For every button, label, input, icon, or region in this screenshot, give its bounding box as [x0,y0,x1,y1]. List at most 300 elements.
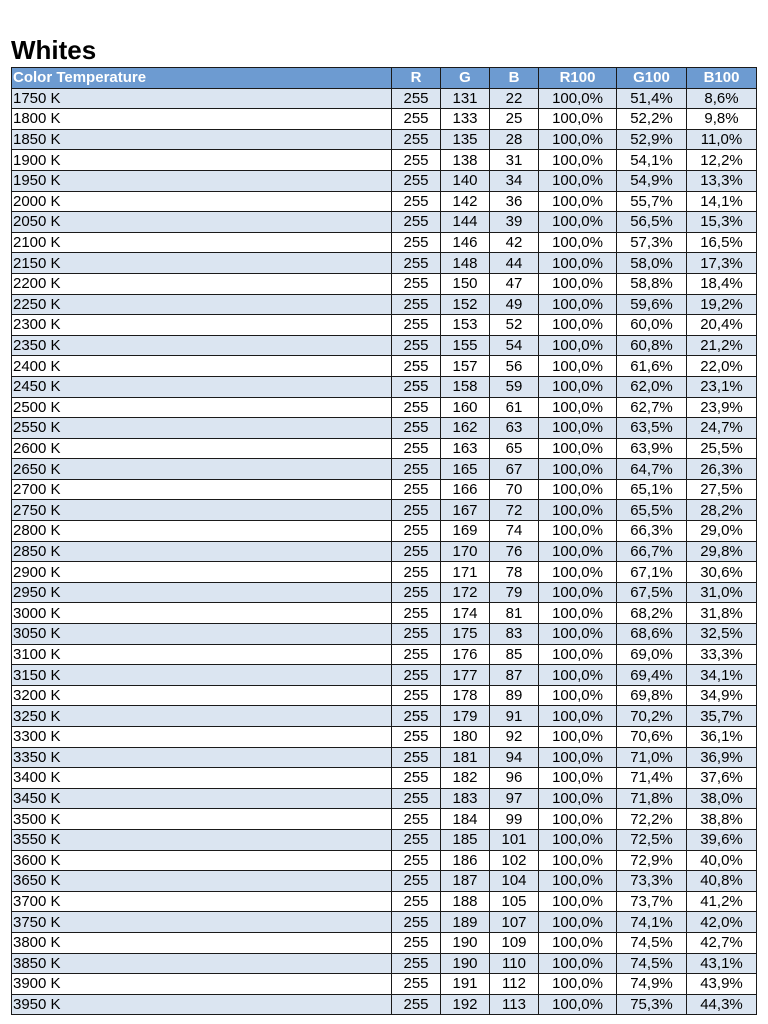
cell-r: 255 [392,232,441,253]
cell-b100: 27,5% [687,479,757,500]
table-row [12,376,757,397]
cell-r: 255 [392,891,441,912]
cell-color-temperature: 2350 K [12,335,392,356]
cell-color-temperature: 1850 K [12,129,392,150]
table-row [12,727,757,748]
cell-r: 255 [392,191,441,212]
cell-g100: 67,1% [617,562,687,583]
cell-r: 255 [392,850,441,871]
cell-r: 255 [392,335,441,356]
cell-color-temperature: 2750 K [12,500,392,521]
table-row [12,170,757,191]
table-row [12,315,757,336]
cell-r: 255 [392,706,441,727]
cell-color-temperature: 2650 K [12,459,392,480]
cell-color-temperature: 2050 K [12,212,392,233]
cell-r100: 100,0% [539,129,617,150]
cell-r: 255 [392,624,441,645]
cell-g: 160 [441,397,490,418]
table-row [12,829,757,850]
table-row [12,706,757,727]
table-body [12,88,757,1015]
cell-g: 158 [441,376,490,397]
cell-g: 191 [441,974,490,995]
cell-g: 178 [441,685,490,706]
cell-g100: 71,0% [617,747,687,768]
cell-color-temperature: 3250 K [12,706,392,727]
cell-g: 192 [441,994,490,1015]
cell-g100: 69,4% [617,665,687,686]
cell-r: 255 [392,912,441,933]
cell-r100: 100,0% [539,829,617,850]
table-row [12,212,757,233]
cell-g: 187 [441,871,490,892]
cell-r100: 100,0% [539,974,617,995]
cell-b100: 14,1% [687,191,757,212]
cell-r100: 100,0% [539,418,617,439]
cell-g100: 58,8% [617,273,687,294]
cell-g100: 69,0% [617,644,687,665]
cell-g100: 67,5% [617,582,687,603]
cell-g100: 65,5% [617,500,687,521]
cell-b: 25 [490,109,539,130]
cell-g: 189 [441,912,490,933]
header-r100: R100 [539,68,617,89]
cell-b100: 37,6% [687,768,757,789]
cell-r100: 100,0% [539,212,617,233]
cell-color-temperature: 1900 K [12,150,392,171]
cell-g100: 71,8% [617,788,687,809]
cell-b100: 18,4% [687,273,757,294]
cell-r: 255 [392,871,441,892]
cell-r: 255 [392,953,441,974]
cell-g100: 64,7% [617,459,687,480]
cell-g: 186 [441,850,490,871]
table-row [12,809,757,830]
cell-r100: 100,0% [539,665,617,686]
cell-g: 138 [441,150,490,171]
table-row [12,994,757,1015]
cell-g: 185 [441,829,490,850]
cell-g: 190 [441,932,490,953]
cell-g100: 75,3% [617,994,687,1015]
cell-r100: 100,0% [539,891,617,912]
table-row [12,479,757,500]
cell-g100: 62,7% [617,397,687,418]
cell-r: 255 [392,541,441,562]
cell-r100: 100,0% [539,356,617,377]
cell-g: 162 [441,418,490,439]
table-row [12,850,757,871]
cell-color-temperature: 3750 K [12,912,392,933]
cell-g: 182 [441,768,490,789]
table-row [12,459,757,480]
cell-g100: 74,1% [617,912,687,933]
cell-r100: 100,0% [539,459,617,480]
cell-b100: 32,5% [687,624,757,645]
cell-g100: 58,0% [617,253,687,274]
cell-color-temperature: 2300 K [12,315,392,336]
cell-g: 146 [441,232,490,253]
cell-g100: 74,5% [617,953,687,974]
cell-r: 255 [392,356,441,377]
table-row [12,747,757,768]
cell-r: 255 [392,562,441,583]
cell-b: 83 [490,624,539,645]
cell-r: 255 [392,932,441,953]
cell-color-temperature: 2150 K [12,253,392,274]
cell-b: 78 [490,562,539,583]
cell-b: 65 [490,438,539,459]
cell-r: 255 [392,109,441,130]
cell-r100: 100,0% [539,850,617,871]
cell-b100: 24,7% [687,418,757,439]
cell-r100: 100,0% [539,170,617,191]
table-header-row [12,68,757,89]
cell-b100: 25,5% [687,438,757,459]
cell-g100: 73,7% [617,891,687,912]
cell-r100: 100,0% [539,294,617,315]
cell-g100: 72,9% [617,850,687,871]
table-row [12,912,757,933]
cell-color-temperature: 3350 K [12,747,392,768]
cell-b100: 31,8% [687,603,757,624]
cell-b: 36 [490,191,539,212]
table-row [12,541,757,562]
table-row [12,500,757,521]
cell-b: 99 [490,809,539,830]
cell-color-temperature: 3550 K [12,829,392,850]
cell-r100: 100,0% [539,191,617,212]
cell-r100: 100,0% [539,788,617,809]
cell-r: 255 [392,994,441,1015]
cell-b100: 42,7% [687,932,757,953]
cell-b100: 23,9% [687,397,757,418]
cell-b: 96 [490,768,539,789]
cell-r100: 100,0% [539,253,617,274]
cell-g: 157 [441,356,490,377]
cell-b100: 28,2% [687,500,757,521]
cell-r100: 100,0% [539,562,617,583]
page-title: Whites [11,35,97,65]
cell-g100: 60,8% [617,335,687,356]
header-r: R [392,68,441,89]
cell-g100: 71,4% [617,768,687,789]
table-row [12,273,757,294]
cell-r100: 100,0% [539,747,617,768]
cell-b100: 43,1% [687,953,757,974]
cell-color-temperature: 2550 K [12,418,392,439]
header-b: B [490,68,539,89]
cell-r: 255 [392,170,441,191]
cell-g: 180 [441,727,490,748]
cell-r: 255 [392,603,441,624]
cell-b100: 12,2% [687,150,757,171]
cell-color-temperature: 2700 K [12,479,392,500]
cell-r: 255 [392,418,441,439]
cell-r100: 100,0% [539,953,617,974]
cell-b: 22 [490,88,539,109]
header-g: G [441,68,490,89]
cell-b: 109 [490,932,539,953]
cell-color-temperature: 2250 K [12,294,392,315]
cell-g: 169 [441,521,490,542]
cell-b100: 36,9% [687,747,757,768]
cell-b: 49 [490,294,539,315]
cell-g100: 56,5% [617,212,687,233]
cell-b: 97 [490,788,539,809]
cell-g: 131 [441,88,490,109]
table-row [12,932,757,953]
cell-g100: 66,7% [617,541,687,562]
cell-color-temperature: 3100 K [12,644,392,665]
cell-color-temperature: 3950 K [12,994,392,1015]
cell-g100: 51,4% [617,88,687,109]
cell-r100: 100,0% [539,809,617,830]
cell-b: 94 [490,747,539,768]
cell-g: 174 [441,603,490,624]
cell-g100: 69,8% [617,685,687,706]
table-row [12,562,757,583]
cell-r: 255 [392,768,441,789]
table-row [12,582,757,603]
cell-r: 255 [392,212,441,233]
cell-g: 175 [441,624,490,645]
cell-b100: 41,2% [687,891,757,912]
cell-b: 85 [490,644,539,665]
cell-b100: 40,8% [687,871,757,892]
cell-color-temperature: 1800 K [12,109,392,130]
cell-r: 255 [392,829,441,850]
cell-g: 150 [441,273,490,294]
cell-g: 163 [441,438,490,459]
cell-b: 112 [490,974,539,995]
cell-b: 59 [490,376,539,397]
cell-r: 255 [392,438,441,459]
cell-b100: 11,0% [687,129,757,150]
cell-g: 155 [441,335,490,356]
cell-color-temperature: 3000 K [12,603,392,624]
cell-g100: 54,1% [617,150,687,171]
cell-g: 152 [441,294,490,315]
cell-g100: 70,6% [617,727,687,748]
cell-g: 177 [441,665,490,686]
table-row [12,953,757,974]
cell-b: 101 [490,829,539,850]
cell-b: 39 [490,212,539,233]
cell-b: 79 [490,582,539,603]
cell-g100: 59,6% [617,294,687,315]
cell-b100: 15,3% [687,212,757,233]
cell-r100: 100,0% [539,603,617,624]
cell-color-temperature: 2400 K [12,356,392,377]
cell-b: 105 [490,891,539,912]
cell-b100: 33,3% [687,644,757,665]
cell-r: 255 [392,521,441,542]
cell-g100: 65,1% [617,479,687,500]
cell-r: 255 [392,582,441,603]
cell-color-temperature: 3450 K [12,788,392,809]
cell-r100: 100,0% [539,376,617,397]
cell-g100: 57,3% [617,232,687,253]
cell-r: 255 [392,150,441,171]
table-row [12,253,757,274]
cell-b: 28 [490,129,539,150]
cell-b100: 13,3% [687,170,757,191]
cell-b100: 38,0% [687,788,757,809]
cell-g: 140 [441,170,490,191]
cell-g100: 63,9% [617,438,687,459]
cell-g: 172 [441,582,490,603]
cell-g: 181 [441,747,490,768]
cell-b100: 34,9% [687,685,757,706]
cell-r100: 100,0% [539,706,617,727]
cell-b: 113 [490,994,539,1015]
cell-b100: 8,6% [687,88,757,109]
cell-g: 170 [441,541,490,562]
cell-r100: 100,0% [539,644,617,665]
cell-b100: 20,4% [687,315,757,336]
cell-g100: 52,2% [617,109,687,130]
cell-b: 42 [490,232,539,253]
cell-color-temperature: 3900 K [12,974,392,995]
cell-r100: 100,0% [539,88,617,109]
cell-color-temperature: 2450 K [12,376,392,397]
cell-b: 104 [490,871,539,892]
cell-g100: 70,2% [617,706,687,727]
cell-g100: 54,9% [617,170,687,191]
cell-b100: 38,8% [687,809,757,830]
cell-r: 255 [392,129,441,150]
table-row [12,871,757,892]
cell-r: 255 [392,727,441,748]
table-row [12,603,757,624]
cell-color-temperature: 2900 K [12,562,392,583]
cell-g: 165 [441,459,490,480]
cell-color-temperature: 2950 K [12,582,392,603]
cell-g100: 73,3% [617,871,687,892]
table-row [12,150,757,171]
header-g100: G100 [617,68,687,89]
table-row [12,418,757,439]
cell-b: 87 [490,665,539,686]
cell-color-temperature: 2600 K [12,438,392,459]
table-row [12,974,757,995]
cell-r100: 100,0% [539,685,617,706]
cell-r100: 100,0% [539,932,617,953]
table-row [12,397,757,418]
cell-g100: 72,2% [617,809,687,830]
cell-g100: 68,6% [617,624,687,645]
table-row [12,294,757,315]
table-row [12,232,757,253]
cell-color-temperature: 2500 K [12,397,392,418]
cell-color-temperature: 1950 K [12,170,392,191]
cell-b: 107 [490,912,539,933]
cell-r: 255 [392,376,441,397]
cell-g100: 74,5% [617,932,687,953]
cell-color-temperature: 3300 K [12,727,392,748]
cell-g100: 66,3% [617,521,687,542]
cell-b100: 42,0% [687,912,757,933]
cell-g100: 74,9% [617,974,687,995]
table-row [12,768,757,789]
cell-g100: 52,9% [617,129,687,150]
table-row [12,665,757,686]
cell-r: 255 [392,294,441,315]
header-b100: B100 [687,68,757,89]
cell-b: 81 [490,603,539,624]
cell-b100: 31,0% [687,582,757,603]
table-row [12,88,757,109]
cell-b: 47 [490,273,539,294]
cell-b: 102 [490,850,539,871]
cell-color-temperature: 3050 K [12,624,392,645]
cell-r100: 100,0% [539,541,617,562]
cell-r100: 100,0% [539,335,617,356]
cell-color-temperature: 3500 K [12,809,392,830]
cell-g100: 55,7% [617,191,687,212]
cell-r100: 100,0% [539,273,617,294]
cell-b100: 26,3% [687,459,757,480]
cell-b100: 22,0% [687,356,757,377]
cell-b: 76 [490,541,539,562]
cell-g: 133 [441,109,490,130]
cell-b: 44 [490,253,539,274]
cell-r: 255 [392,397,441,418]
cell-b100: 29,8% [687,541,757,562]
cell-b100: 44,3% [687,994,757,1015]
cell-g: 153 [441,315,490,336]
cell-g100: 72,5% [617,829,687,850]
whites-table [11,67,757,1015]
cell-color-temperature: 2200 K [12,273,392,294]
cell-color-temperature: 3600 K [12,850,392,871]
cell-r: 255 [392,500,441,521]
cell-color-temperature: 3200 K [12,685,392,706]
cell-g: 135 [441,129,490,150]
cell-g: 171 [441,562,490,583]
cell-b: 72 [490,500,539,521]
cell-color-temperature: 2800 K [12,521,392,542]
cell-r: 255 [392,644,441,665]
cell-b: 89 [490,685,539,706]
cell-r100: 100,0% [539,871,617,892]
cell-r: 255 [392,88,441,109]
cell-g: 148 [441,253,490,274]
cell-g: 142 [441,191,490,212]
cell-b: 63 [490,418,539,439]
cell-b100: 43,9% [687,974,757,995]
cell-b100: 17,3% [687,253,757,274]
cell-b: 74 [490,521,539,542]
cell-b100: 23,1% [687,376,757,397]
cell-r100: 100,0% [539,768,617,789]
cell-r: 255 [392,685,441,706]
cell-r: 255 [392,809,441,830]
cell-b100: 36,1% [687,727,757,748]
table-row [12,624,757,645]
table-row [12,129,757,150]
cell-g100: 68,2% [617,603,687,624]
cell-b: 54 [490,335,539,356]
cell-b: 67 [490,459,539,480]
cell-r100: 100,0% [539,315,617,336]
cell-color-temperature: 3700 K [12,891,392,912]
cell-r: 255 [392,315,441,336]
cell-b: 31 [490,150,539,171]
cell-b100: 40,0% [687,850,757,871]
